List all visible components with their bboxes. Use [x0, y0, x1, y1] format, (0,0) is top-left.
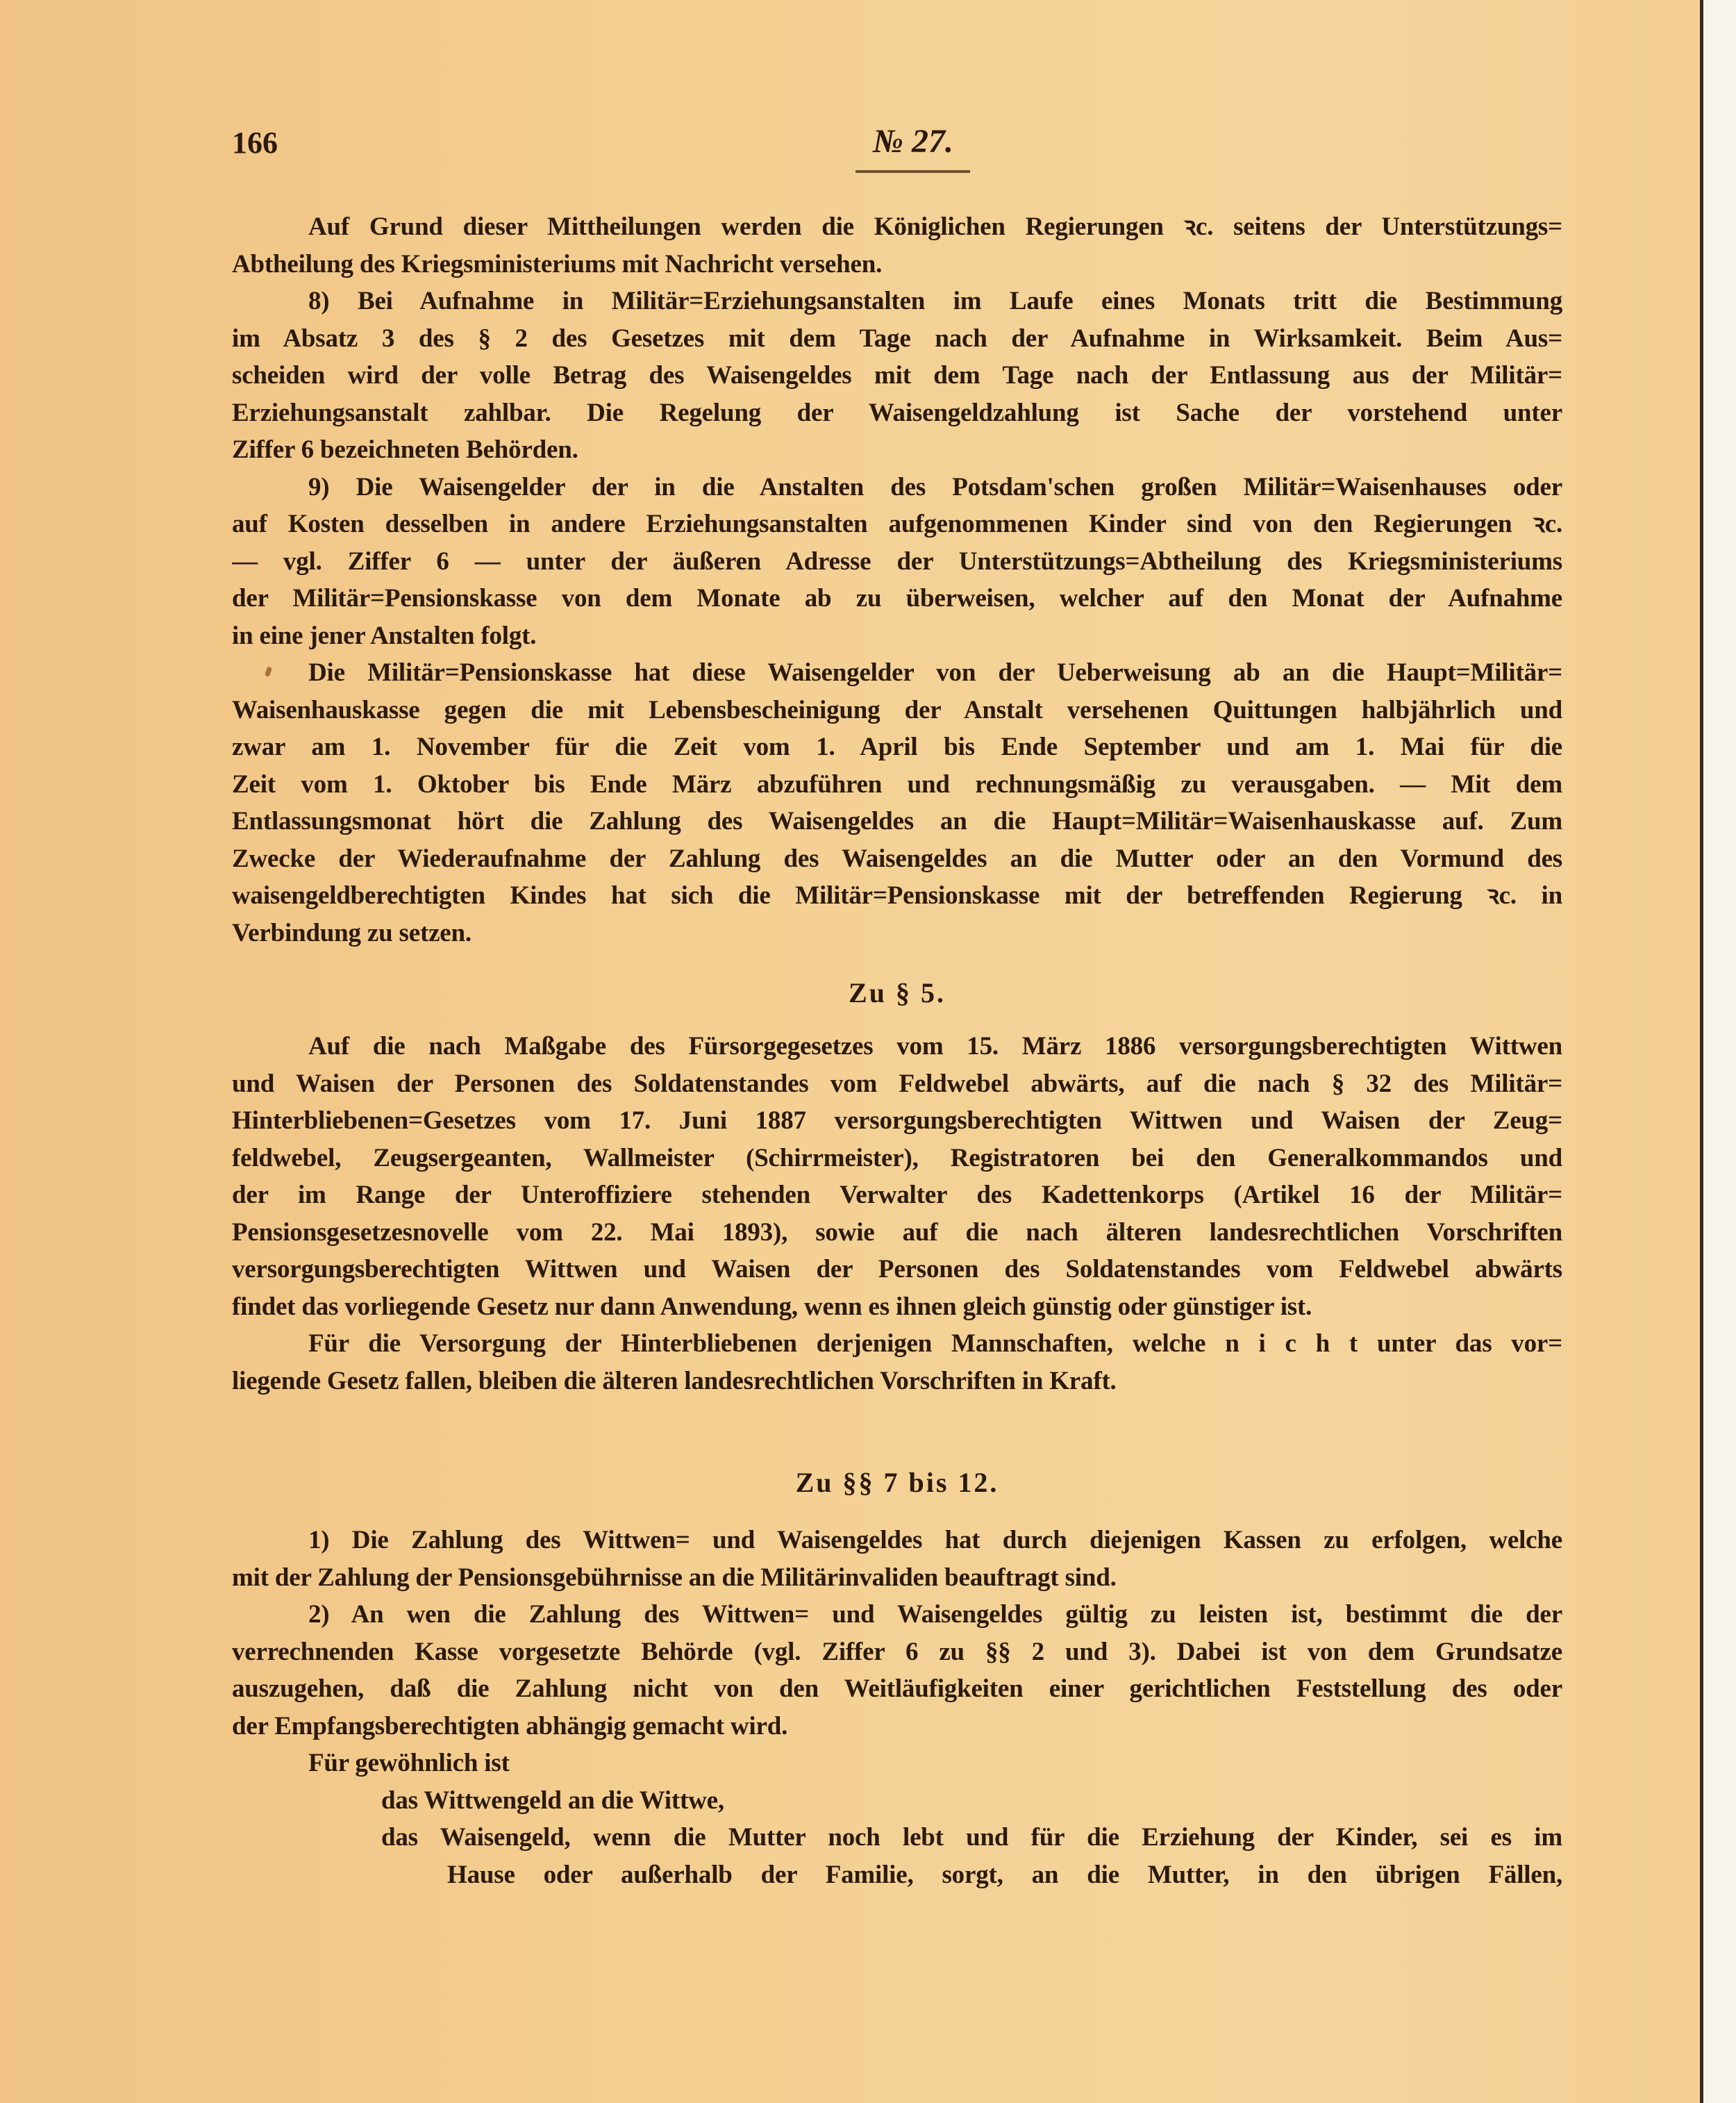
document-body — [232, 208, 1562, 1893]
text-line: Die Militär=Pensionskasse hat diese Waisengelder von der Ueberweisung ab an die Haupt=Militär= — [308, 658, 1562, 687]
text-line: liegende Gesetz fallen, bleiben die älteren landesrechtlichen Vorschriften in Kraft. — [232, 1366, 1117, 1395]
paragraph — [232, 1745, 1562, 1893]
paragraph — [232, 654, 1562, 951]
text-line: der im Range der Unteroffiziere stehenden Verwalter des Kadettenkorps (Artikel 16 der Militär= — [232, 1181, 1562, 1209]
text-line: Zeit vom 1. Oktober bis Ende März abzuführen und rechnungsmäßig zu verausgaben. — Mit dem — [232, 770, 1562, 799]
text-line: 1) Die Zahlung des Wittwen= und Waisengeldes hat durch diejenigen Kassen zu erfolgen, welche — [308, 1526, 1562, 1554]
text-line: Ziffer 6 bezeichneten Behörden. — [232, 435, 578, 464]
text-line: Auf die nach Maßgabe des Fürsorgegesetzes vom 15. März 1886 versorgungsberechtigten Wittwen — [308, 1032, 1562, 1061]
text-line: versorgungsberechtigten Wittwen und Waisen der Personen des Soldatenstandes vom Feldwebel abwärts — [232, 1255, 1562, 1283]
text-line: der Empfangsberechtigten abhängig gemacht wird. — [232, 1711, 788, 1740]
text-line: Auf Grund dieser Mittheilungen werden die Königlichen Regierungen ꝛc. seitens der Unterstützungs= — [308, 213, 1562, 241]
text-line: in eine jener Anstalten folgt. — [232, 621, 537, 650]
paragraph — [232, 1325, 1562, 1399]
paragraph — [232, 1028, 1562, 1325]
text-line: waisengeldberechtigten Kindes hat sich die Militär=Pensionskasse mit der betreffenden Regierung ꝛc. in — [232, 881, 1562, 910]
section-heading: Zu § 5. — [849, 977, 946, 1008]
text-line: und Waisen der Personen des Soldatenstandes vom Feldwebel abwärts, auf die nach § 32 des Militär= — [232, 1069, 1562, 1098]
text-line: Verbindung zu setzen. — [232, 918, 471, 947]
text-line: Entlassungsmonat hört die Zahlung des Waisengeldes an die Haupt=Militär=Waisenhauskasse auf. Zum — [232, 807, 1562, 836]
text-line: auf Kosten desselben in andere Erziehungsanstalten aufgenommenen Kinder sind von den Regierungen ꝛc. — [232, 510, 1562, 538]
text-line: Hause oder außerhalb der Familie, sorgt, an die Mutter, in den übrigen Fällen, — [447, 1860, 1562, 1889]
issue-number: № 27. — [873, 123, 953, 160]
paragraph — [232, 469, 1562, 655]
text-line: Zwecke der Wiederaufnahme der Zahlung des Waisengeldes an die Mutter oder an den Vormund des — [232, 844, 1562, 873]
text-line: verrechnenden Kasse vorgesetzte Behörde (vgl. Ziffer 6 zu §§ 2 und 3). Dabei ist von dem Grundsatze — [232, 1637, 1562, 1666]
paragraph — [232, 1596, 1562, 1745]
text-line: im Absatz 3 des § 2 des Gesetzes mit dem Tage nach der Aufnahme in Wirksamkeit. Beim Aus= — [232, 324, 1562, 353]
scan-margin — [1703, 0, 1736, 2103]
text-line: auszugehen, daß die Zahlung nicht von den Weitläufigkeiten einer gerichtlichen Feststellung des oder — [232, 1674, 1562, 1703]
text-line: Waisenhauskasse gegen die mit Lebensbescheinigung der Anstalt versehenen Quittungen halbjährlich und — [232, 695, 1562, 724]
text-line: findet das vorliegende Gesetz nur dann Anwendung, wenn es ihnen gleich günstig oder günstiger ist. — [232, 1292, 1312, 1321]
text-line: Pensionsgesetzesnovelle vom 22. Mai 1893), sowie auf die nach älteren landesrechtlichen Vorschriften — [232, 1217, 1562, 1247]
text-line: Hinterbliebenen=Gesetzes vom 17. Juni 1887 versorgungsberechtigten Wittwen und Waisen der Zeug= — [232, 1106, 1562, 1135]
text-line: Erziehungsanstalt zahlbar. Die Regelung der Waisengeldzahlung ist Sache der vorstehend unter — [232, 398, 1562, 427]
page-edge — [1700, 0, 1703, 2103]
text-line: 8) Bei Aufnahme in Militär=Erziehungsanstalten im Laufe eines Monats tritt die Bestimmung — [308, 287, 1562, 315]
text-line: feldwebel, Zeugsergeanten, Wallmeister (Schirrmeister), Registratoren bei den Generalkommandos und — [232, 1143, 1562, 1172]
text-line: Abtheilung des Kriegsministeriums mit Nachricht versehen. — [232, 249, 883, 279]
text-line: Für gewöhnlich ist — [308, 1749, 510, 1777]
header-rule — [856, 170, 970, 173]
text-line: mit der Zahlung der Pensionsgebührnisse an die Militärinvaliden beauftragt sind. — [232, 1563, 1117, 1592]
text-line: das Waisengeld, wenn die Mutter noch lebt und für die Erziehung der Kinder, sei es im — [381, 1823, 1562, 1852]
page-number: 166 — [232, 126, 278, 160]
paragraph — [232, 208, 1562, 283]
text-line: der Militär=Pensionskasse von dem Monate ab zu überweisen, welcher auf den Monat der Aufnahme — [232, 584, 1562, 613]
text-line: das Wittwengeld an die Wittwe, — [381, 1786, 724, 1815]
text-line: — vgl. Ziffer 6 — unter der äußeren Adresse der Unterstützungs=Abtheilung des Kriegsministeriums — [232, 547, 1562, 576]
paragraph — [232, 283, 1562, 469]
section-heading: Zu §§ 7 bis 12. — [795, 1467, 999, 1498]
text-line: Für die Versorgung der Hinterbliebenen derjenigen Mannschaften, welche n i c h t unter das vor= — [308, 1329, 1562, 1358]
text-line: 2) An wen die Zahlung des Wittwen= und Waisengeldes gültig zu leisten ist, bestimmt die der — [308, 1600, 1562, 1629]
paragraph — [232, 1522, 1562, 1596]
text-line: scheiden wird der volle Betrag des Waisengeldes mit dem Tage nach der Entlassung aus der Militär= — [232, 361, 1562, 390]
text-line: zwar am 1. November für die Zeit vom 1. April bis Ende September und am 1. Mai für die — [232, 733, 1562, 761]
text-line: 9) Die Waisengelder der in die Anstalten des Potsdam'schen großen Militär=Waisenhauses oder — [308, 472, 1562, 501]
